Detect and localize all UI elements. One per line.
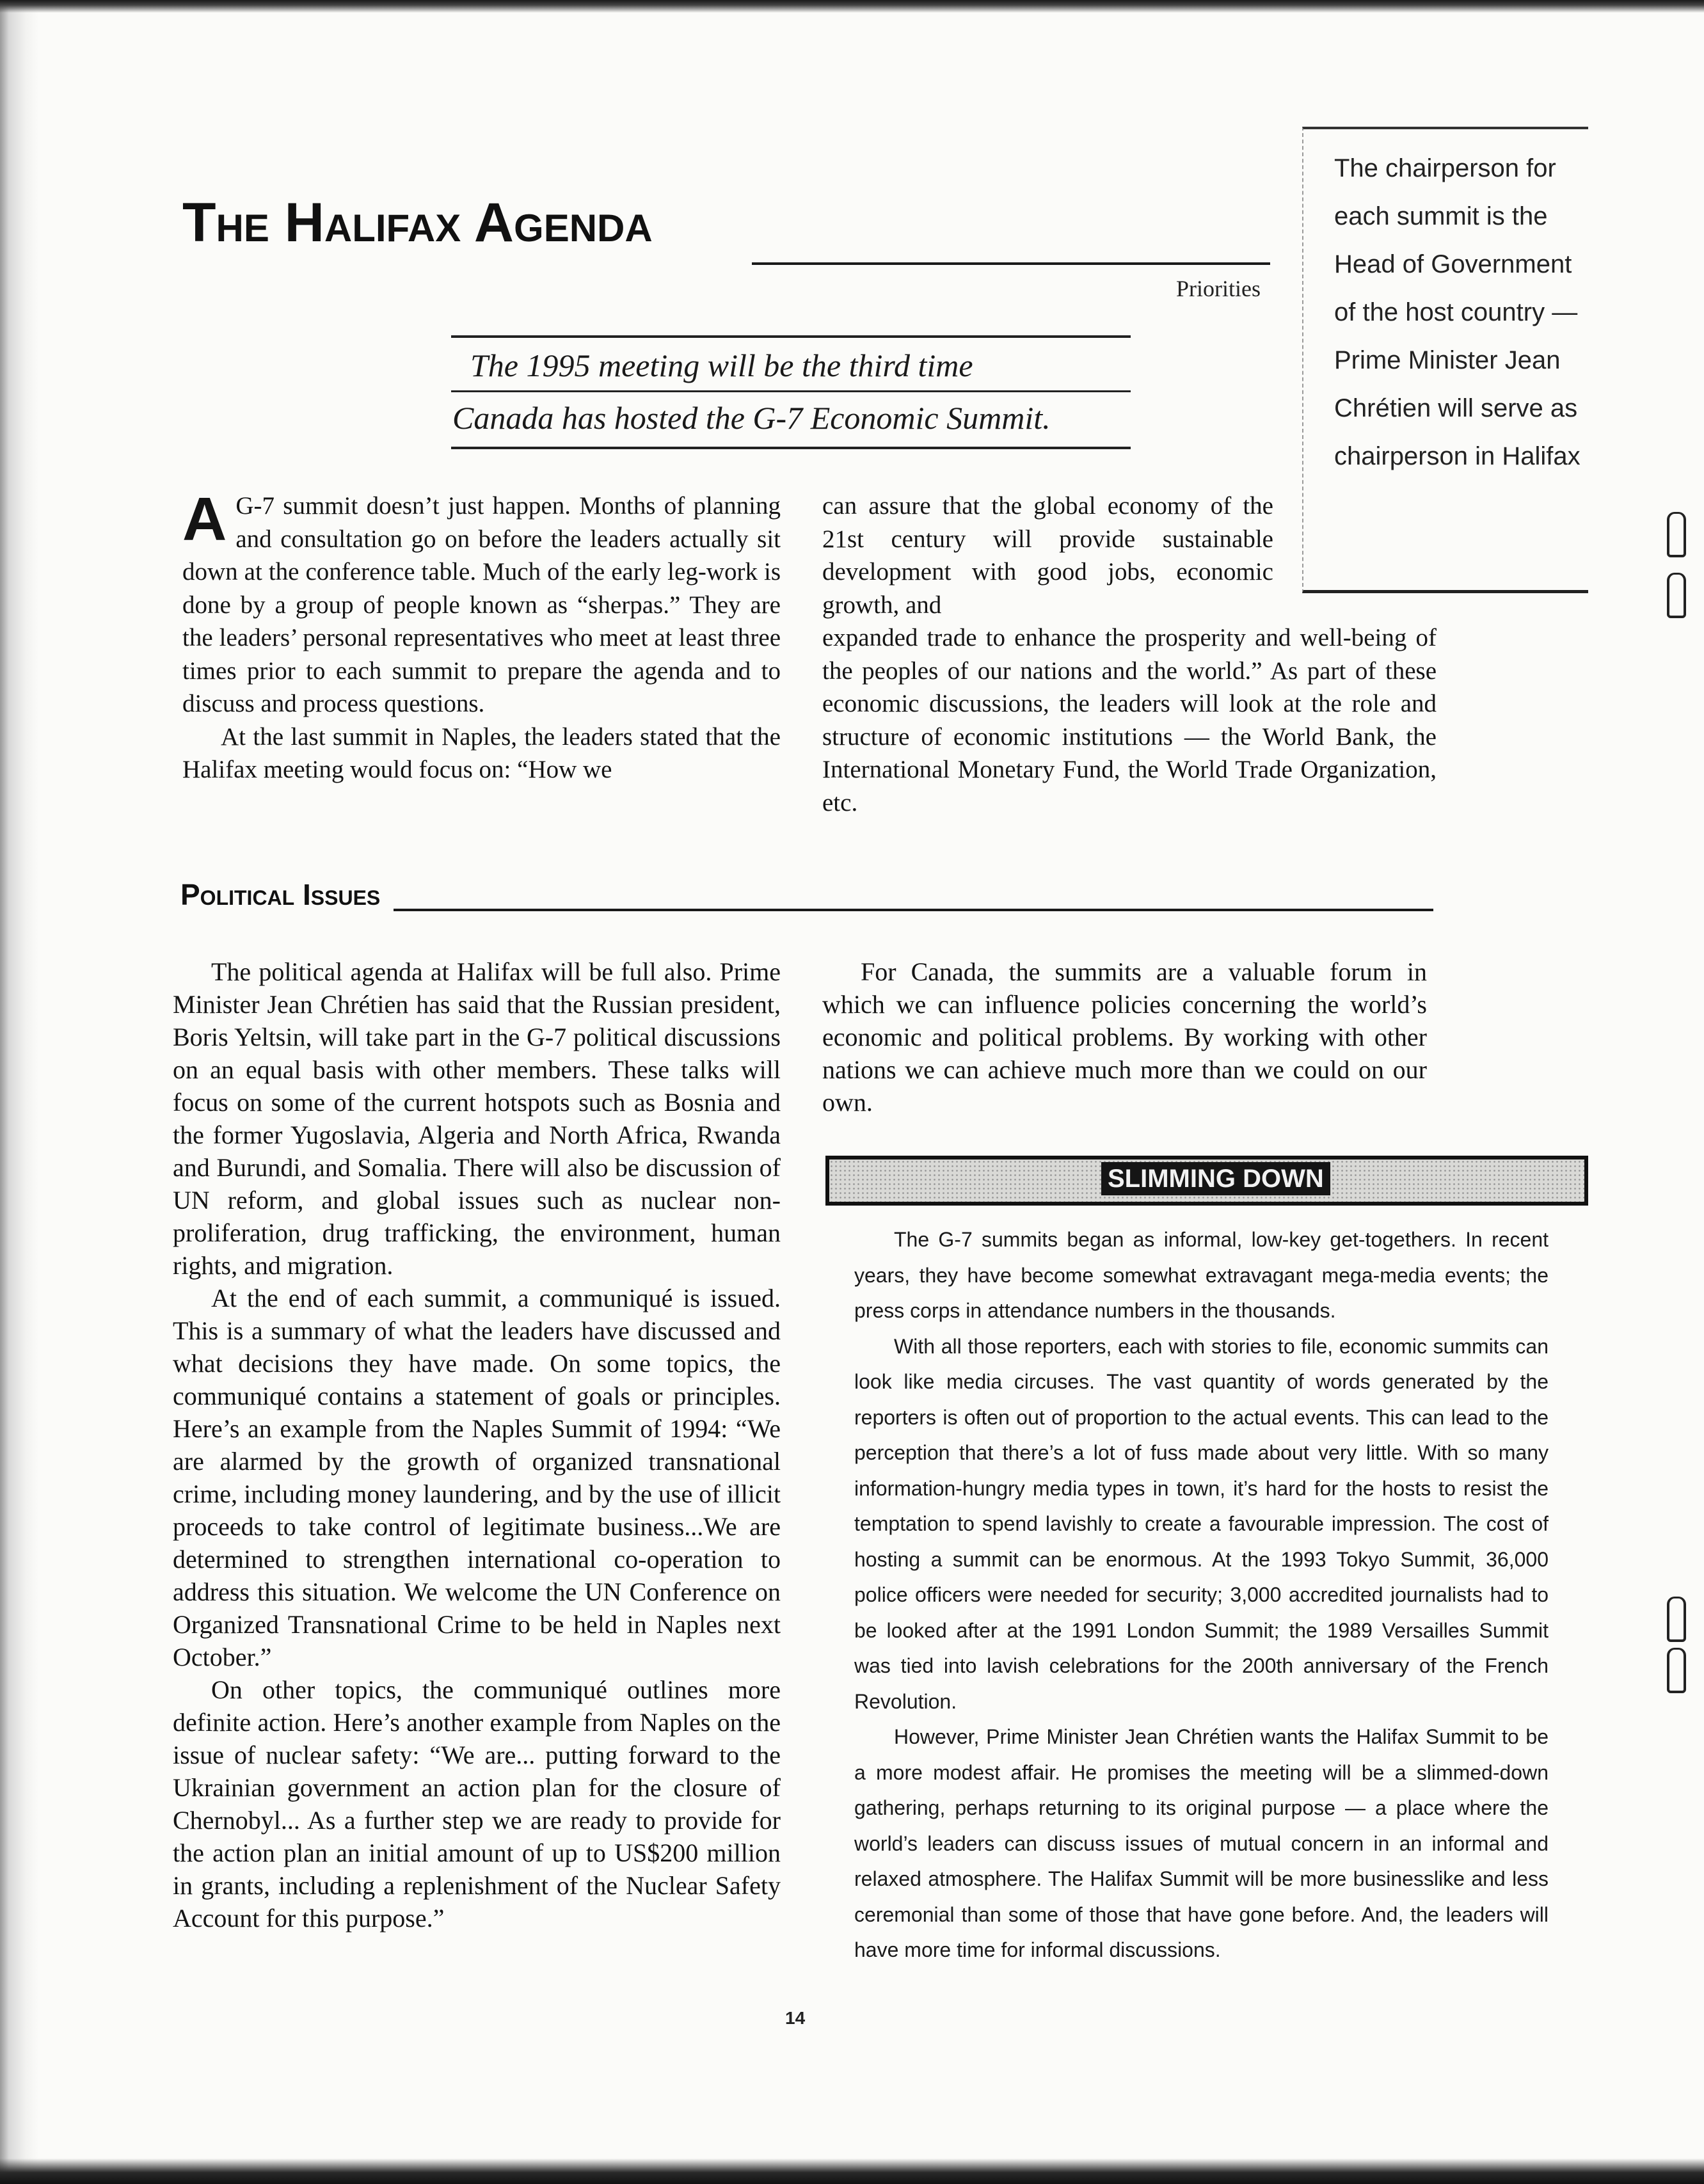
slimming-paragraph-3: However, Prime Minister Jean Chrétien wants the Halifax Summit to be a more modest affair. He promises the meeting will be a slimmed-down gathering, perhaps returning to its original purpose — a place where the world’s leaders can discuss issues of mutual concern in an informal and relaxed atmosphere. The Halifax Summit will be more businesslike and less ceremonial than some of those that have gone before. And, the leaders will have more time for informal discussions. (854, 1725, 1549, 1961)
section-rule (394, 909, 1433, 911)
page-title: The Halifax Agenda (182, 192, 653, 253)
political-column-right (822, 955, 1427, 1119)
sidebar-text: The chairperson for each summit is the Head of Government of the host country — Prime Minister Jean Chrétien will serve as chairperson in Halifax (1334, 154, 1581, 470)
binder-mark (1667, 573, 1686, 618)
scan-edge-left (0, 0, 38, 2184)
section-heading-political-issues: Political Issues (180, 878, 381, 911)
political-paragraph-2: At the end of each summit, a communiqué is issued. This is a summary of what the leaders have discussed and what decisions they have made. On some topics, the communiqué contains a statement of goals or principles. Here’s an example from the Naples Summit of 1994: “We are alarmed by the growth of organized transnational crime, including money laundering, and by the use of illicit proceeds to take control of legitimate business...We are determined to strengthen international co-operation to address this situation. We welcome the UN Conference on Organized Transnational Crime to be held in Naples next October.” (173, 1284, 781, 1671)
slimming-down-text (854, 1222, 1549, 1968)
slimming-down-label: SLIMMING DOWN (1101, 1162, 1330, 1195)
subtitle-divider (451, 390, 1131, 392)
political-paragraph-1: The political agenda at Halifax will be full also. Prime Minister Jean Chrétien has said that the Russian president, Boris Yeltsin, will take part in the G-7 political discussions on an equal basis with other members. These talks will focus on some of the current hotspots such as Bosnia and the former Yugoslavia, Algeria and North Africa, Rwanda and Burundi, and Somalia. There will also be discussion of UN reform, and global issues such as nuclear non-proliferation, drug trafficking, the environment, human rights, and migration. (173, 957, 781, 1280)
intro-column-right (822, 490, 1437, 819)
subtitle-box (451, 335, 1131, 449)
page-number: 14 (785, 2008, 806, 2028)
intro-paragraph-2-cont-wide: expanded trade to enhance the prosperity and well-being of the peoples of our nations and the world.” As part of these economic discussions, the leaders will look at the role and structure of economic institutions — the World Bank, the International Monetary Fund, the World Trade Organization, etc. (822, 624, 1437, 817)
scan-edge-top (0, 0, 1704, 13)
binder-mark (1667, 1597, 1686, 1642)
intro-paragraph-2-cont: can assure that the global economy of the 21st century will provide sustainable development with good jobs, economic growth, and (822, 492, 1273, 619)
intro-column-left (182, 485, 781, 786)
intro-paragraph-1 (182, 485, 781, 721)
political-column-left (173, 955, 781, 1934)
drop-cap: A (182, 485, 227, 554)
binder-mark (1667, 1648, 1686, 1693)
subtitle-line-2: Canada has hosted the G-7 Economic Summit. (452, 400, 1051, 436)
intro-paragraph-2: At the last summit in Naples, the leaders stated that the Halifax meeting would focus on: “How we (182, 722, 781, 783)
intro-paragraph-1-text: G-7 summit doesn’t just happen. Months of planning and consultation go on before the leaders actually sit down at the conference table. Much of the early leg-work is done by a group of people known as “sherpas.” They are the leaders’ personal representatives who meet at least three times prior to each summit to prepare the agenda and to discuss and process questions. (182, 492, 781, 717)
slimming-down-banner (825, 1156, 1588, 1206)
chairperson-sidebar (1302, 127, 1588, 593)
subtitle-line-1: The 1995 meeting will be the third time (470, 347, 973, 383)
title-rule (752, 262, 1270, 265)
slimming-paragraph-1: The G-7 summits began as informal, low-key get-togethers. In recent years, they have become somewhat extravagant mega-media events; the press corps in attendance numbers in the thousands. (854, 1228, 1549, 1322)
binder-mark (1667, 512, 1686, 557)
slimming-paragraph-2: With all those reporters, each with stories to file, economic summits can look like media circuses. The vast quantity of words generated by the reporters is often out of proportion to the actual events. This can lead to the perception that there’s a lot of fuss made about very little. With so many information-hungry media types in town, it’s hard for the hosts to resist the temptation to spend lavishly to create a favourable impression. The cost of hosting a summit can be enormous. At the 1993 Tokyo Summit, 36,000 police officers were needed for security; 3,000 accredited journalists had to be looked after at the 1991 London Summit; the 1989 Versailles Summit was tied into lavish celebrations for the 200th anniversary of the French Revolution. (854, 1334, 1549, 1713)
scan-edge-bottom (0, 2158, 1704, 2184)
section-tag: Priorities (1176, 276, 1261, 301)
political-paragraph-3: On other topics, the communiqué outlines more definite action. Here’s another example from Naples on the issue of nuclear safety: “We are... putting forward to the Ukrainian government an action plan for the closure of Chernobyl... As a further step we are ready to provide for the action plan an initial amount of up to US$200 million in grants, including a replenishment of the Nuclear Safety Account for this purpose.” (173, 1675, 781, 1933)
political-paragraph-canada: For Canada, the summits are a valuable forum in which we can influence policies concerning the world’s economic and political problems. By working with other nations we can achieve much more than we could on our own. (822, 957, 1427, 1117)
